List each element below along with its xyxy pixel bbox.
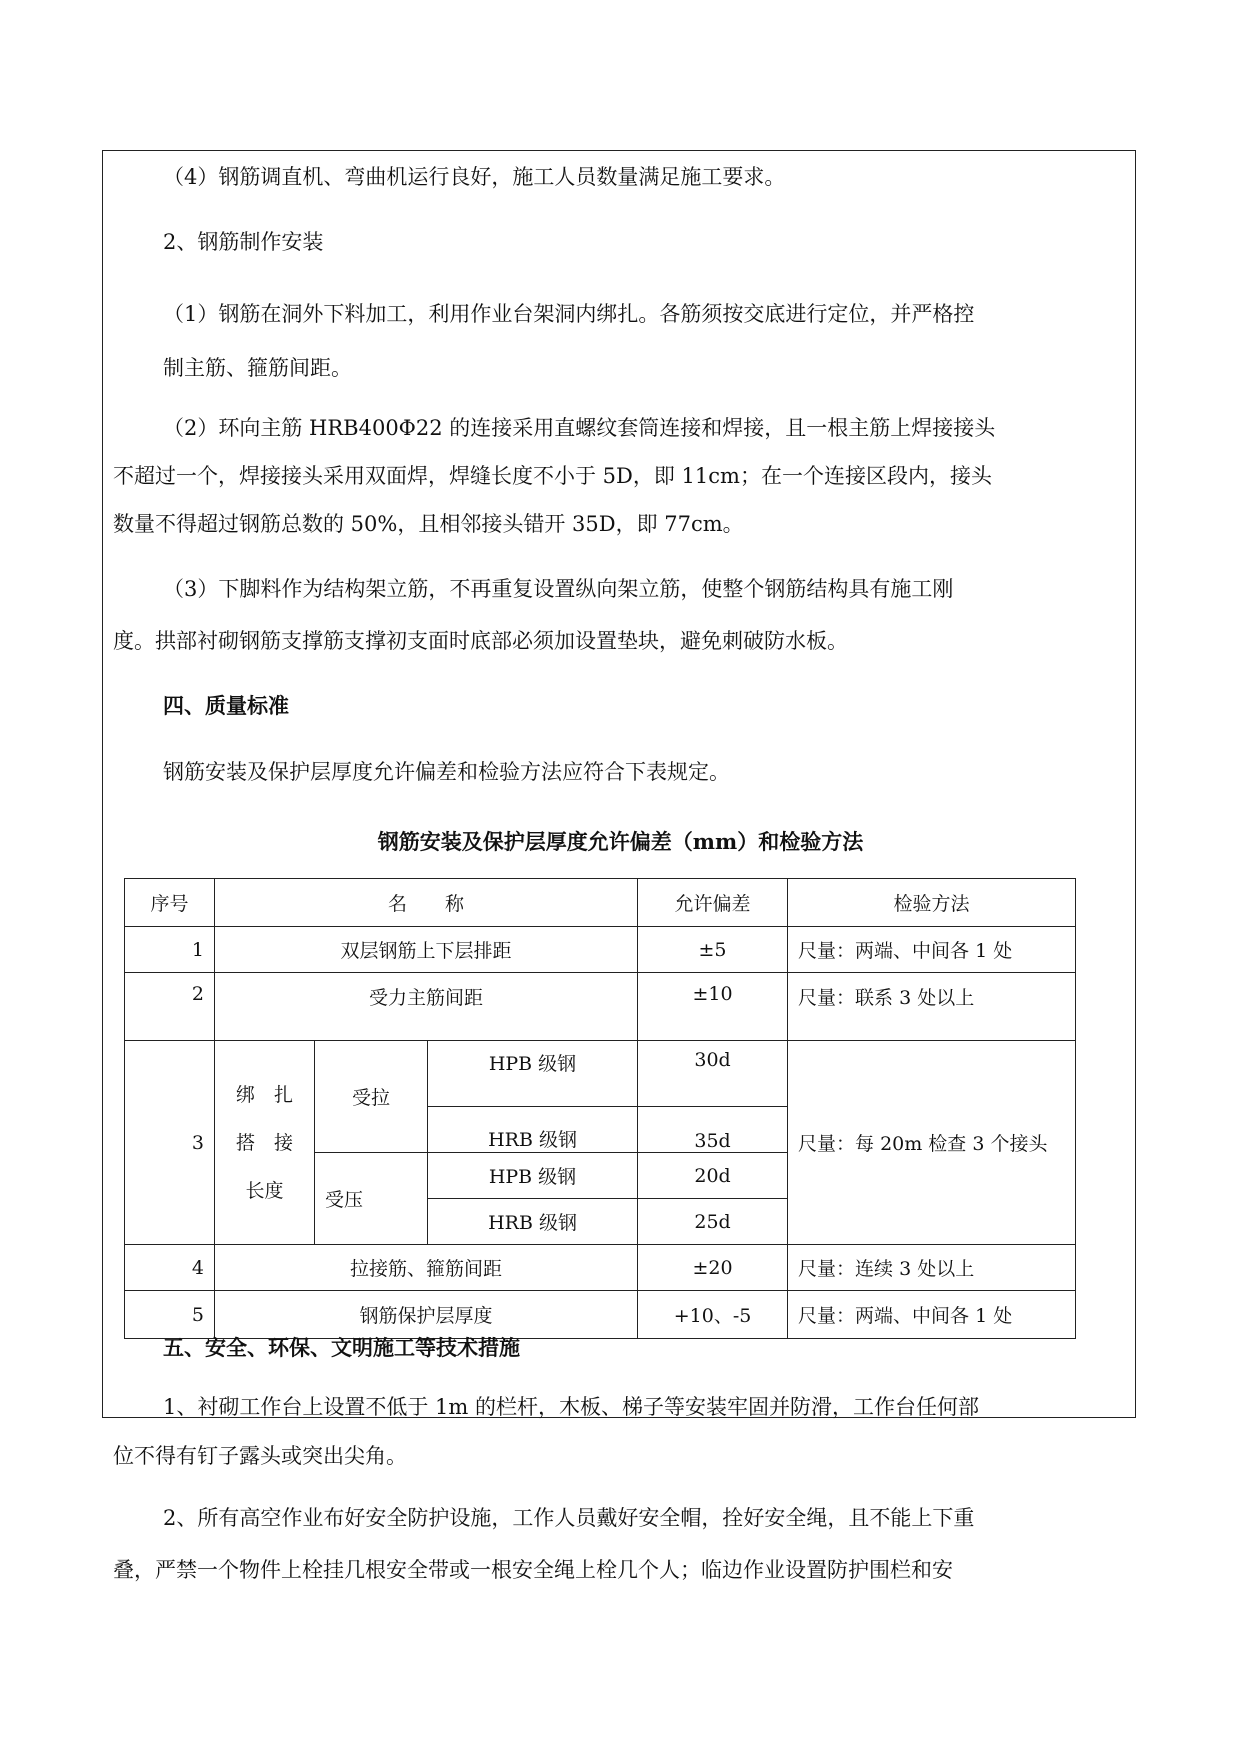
cell-tolerance: 25d <box>638 1199 788 1245</box>
paragraph: （3）下脚料作为结构架立筋，不再重复设置纵向架立筋，使整个钢筋结构具有施工刚 <box>163 577 954 601</box>
cell-method: 尺量：两端、中间各 1 处 <box>788 1291 1076 1339</box>
cell-no: 5 <box>125 1291 215 1339</box>
group-label-line: 搭 接 <box>235 1131 293 1154</box>
cell-tolerance: 20d <box>638 1153 788 1199</box>
paragraph: 1、衬砌工作台上设置不低于 1m 的栏杆，木板、梯子等安装牢固并防滑，工作台任何部 <box>163 1395 979 1419</box>
cell-steel-grade: HRB 级钢 <box>428 1199 638 1245</box>
cell-tolerance: 35d <box>638 1107 788 1153</box>
paragraph: （2）环向主筋 HRB400Φ22 的连接采用直螺纹套筒连接和焊接，且一根主筋上焊接接头 <box>163 416 996 440</box>
paragraph: 度。拱部衬砌钢筋支撑筋支撑初支面时底部必须加设置垫块，避免刺破防水板。 <box>113 629 848 653</box>
cell-tolerance: ±5 <box>638 927 788 973</box>
cell-no: 3 <box>125 1041 215 1245</box>
cell-method: 尺量：连续 3 处以上 <box>788 1245 1076 1291</box>
cell-steel-grade: HPB 级钢 <box>428 1153 638 1199</box>
cell-method: 尺量：联系 3 处以上 <box>788 973 1076 1041</box>
section-heading: 四、质量标准 <box>163 693 289 718</box>
cell-steel-grade: HPB 级钢 <box>428 1041 638 1107</box>
section-heading: 2、钢筋制作安装 <box>163 230 324 254</box>
table-row <box>125 1291 1076 1339</box>
paragraph: 不超过一个，焊接接头采用双面焊，焊缝长度不小于 5D，即 11cm；在一个连接区段内，接头 <box>113 464 992 488</box>
paragraph: 制主筋、箍筋间距。 <box>163 356 352 380</box>
cell-name: 双层钢筋上下层排距 <box>215 927 638 973</box>
cell-no: 2 <box>125 973 215 1041</box>
cell-tolerance: 30d <box>638 1041 788 1107</box>
cell-name: 受力主筋间距 <box>215 973 638 1041</box>
paragraph: 钢筋安装及保护层厚度允许偏差和检验方法应符合下表规定。 <box>163 760 730 784</box>
cell-name: 钢筋保护层厚度 <box>215 1291 638 1339</box>
group-label-line: 绑 扎 <box>235 1083 293 1106</box>
table-row <box>125 973 1076 1041</box>
tolerance-table <box>124 878 1076 1339</box>
table-row <box>125 927 1076 973</box>
cell-tension: 受拉 <box>315 1041 428 1153</box>
paragraph: 数量不得超过钢筋总数的 50%，且相邻接头错开 35D，即 77cm。 <box>113 512 744 536</box>
cell-name: 拉接筋、箍筋间距 <box>215 1245 638 1291</box>
group-label-line: 长度 <box>245 1179 284 1202</box>
cell-method: 尺量：每 20m 检查 3 个接头 <box>788 1041 1076 1245</box>
cell-tolerance: ±10 <box>638 973 788 1041</box>
cell-tolerance: +10、-5 <box>638 1291 788 1339</box>
section-heading: 五、安全、环保、文明施工等技术措施 <box>163 1335 520 1360</box>
cell-method: 尺量：两端、中间各 1 处 <box>788 927 1076 973</box>
cell-steel-grade: HRB 级钢 <box>428 1107 638 1153</box>
cell-no: 4 <box>125 1245 215 1291</box>
paragraph: 2、所有高空作业布好安全防护设施，工作人员戴好安全帽，拴好安全绳，且不能上下重 <box>163 1506 975 1530</box>
table-title: 钢筋安装及保护层厚度允许偏差（mm）和检验方法 <box>377 829 864 854</box>
table-row <box>125 1041 1076 1107</box>
header-tolerance: 允许偏差 <box>638 879 788 927</box>
header-method: 检验方法 <box>788 879 1076 927</box>
paragraph: 叠，严禁一个物件上栓挂几根安全带或一根安全绳上栓几个人；临边作业设置防护围栏和安 <box>113 1558 953 1582</box>
paragraph: （4）钢筋调直机、弯曲机运行良好，施工人员数量满足施工要求。 <box>163 165 786 189</box>
header-no: 序号 <box>125 879 215 927</box>
paragraph: （1）钢筋在洞外下料加工，利用作业台架洞内绑扎。各筋须按交底进行定位，并严格控 <box>163 302 975 326</box>
table-header-row <box>125 879 1076 927</box>
paragraph: 位不得有钉子露头或突出尖角。 <box>113 1444 407 1468</box>
cell-no: 1 <box>125 927 215 973</box>
table-row <box>125 1245 1076 1291</box>
cell-lap-length-group <box>215 1041 315 1245</box>
cell-tolerance: ±20 <box>638 1245 788 1291</box>
cell-compression: 受压 <box>315 1153 428 1245</box>
header-name: 名 称 <box>215 879 638 927</box>
